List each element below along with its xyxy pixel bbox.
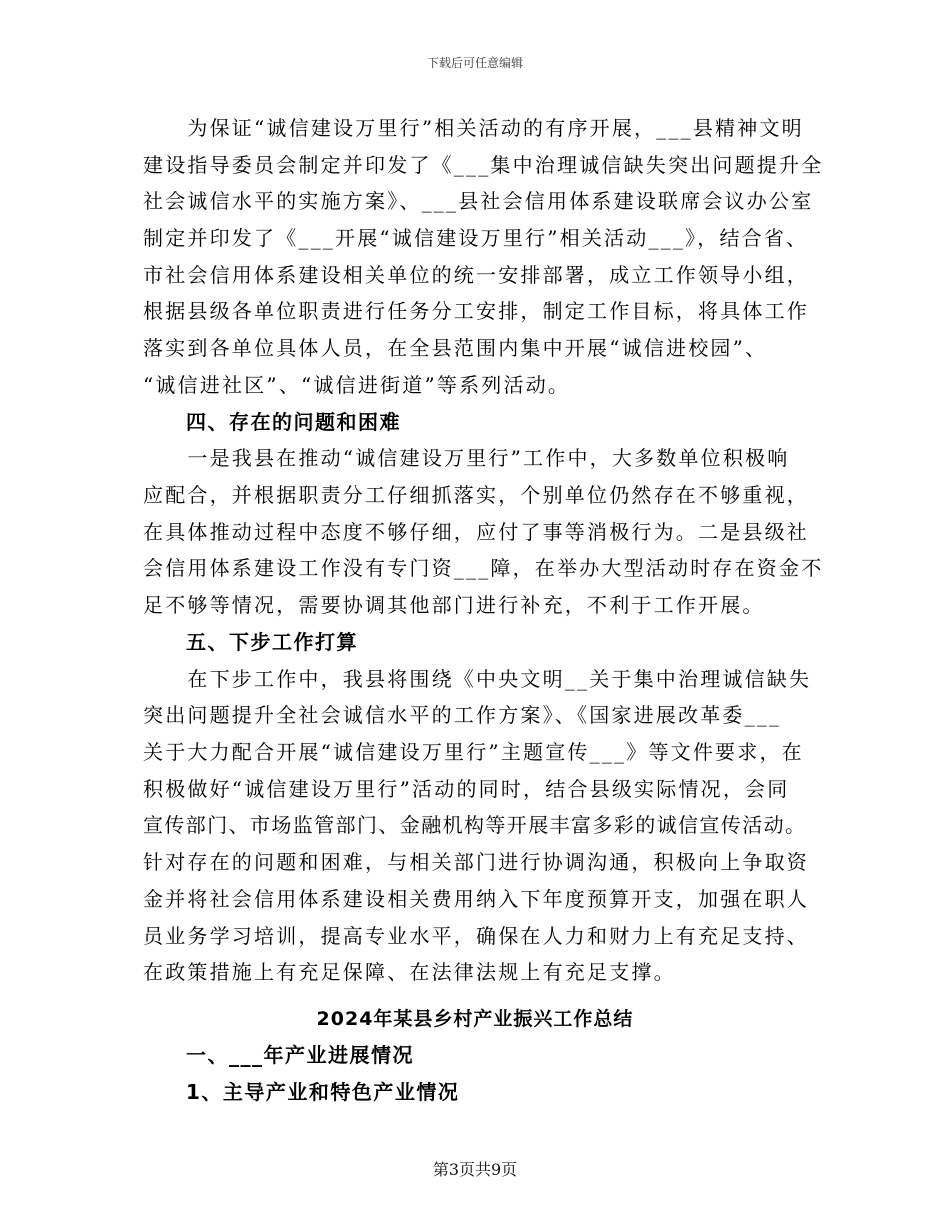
paragraph-line: 在具体推动过程中态度不够仔细，应付了事等消极行为。二是县级社 [143,520,809,544]
paragraph-line: 在下步工作中，我县将围绕《中央文明__关于集中治理诚信缺失 [143,667,812,691]
paragraph-line: 根据县级各单位职责进行任务分工安排，制定工作目标，将具体工作 [143,299,809,323]
paragraph-line: 会信用体系建设工作没有专门资___障，在举办大型活动时存在资金不 [143,556,824,580]
paragraph-line: 制定并印发了《___开展“诚信建设万里行”相关活动___》，结合省、 [143,226,809,250]
section-heading-problems: 四、存在的问题和困难 [143,410,401,434]
subsection-heading-industry: 1、主导产业和特色产业情况 [143,1080,460,1104]
paragraph-line: 为保证“诚信建设万里行”相关活动的有序开展，___县精神文明 [143,116,804,140]
paragraph-line: 针对存在的问题和困难，与相关部门进行协调沟通，积极向上争取资 [143,850,809,874]
paragraph-line: 一是我县在推动“诚信建设万里行”工作中，大多数单位积极响 [143,446,790,470]
paragraph-line: 足不够等情况，需要协调其他部门进行补充，不利于工作开展。 [143,593,765,617]
paragraph-line: 积极做好“诚信建设万里行”活动的同时，结合县级实际情况，会同 [143,777,790,801]
paragraph-line: 突出问题提升全社会诚信水平的工作方案》、《国家进展改革委___ [143,703,782,727]
paragraph-line: 落实到各单位具体人员，在全县范围内集中开展“诚信进校园”、 [143,336,768,360]
paragraph-line: 应配合，并根据职责分工仔细抓落实，个别单位仍然存在不够重视， [143,483,809,507]
document-title: 2024年某县乡村产业振兴工作总结 [316,1008,634,1030]
section-heading-next-steps: 五、下步工作打算 [143,630,358,654]
paragraph-line: 金并将社会信用体系建设相关费用纳入下年度预算开支，加强在职人 [143,887,809,911]
header-note: 下载后可任意编辑 [426,56,523,70]
paragraph-line: 市社会信用体系建设相关单位的统一安排部署，成立工作领导小组， [143,263,809,287]
section-heading-progress: 一、___年产业进展情况 [143,1043,414,1067]
paragraph-line: 建设指导委员会制定并印发了《___集中治理诚信缺失突出问题提升全 [143,153,824,177]
paragraph-line: 社会诚信水平的实施方案》、___县社会信用体系建设联席会议办公室 [143,189,814,213]
paragraph-line: 员业务学习培训，提高专业水平，确保在人力和财力上有充足支持、 [143,924,809,948]
paragraph-line: 在政策措施上有充足保障、在法律法规上有充足支撑。 [143,960,676,984]
paragraph-line: “诚信进社区”、“诚信进街道”等系列活动。 [143,373,571,397]
paragraph-line: 关于大力配合开展“诚信建设万里行”主题宣传___》等文件要求，在 [143,740,804,764]
paragraph-line: 宣传部门、市场监管部门、金融机构等开展丰富多彩的诚信宣传活动。 [143,813,807,837]
page-number: 第3页共9页 [432,1160,518,1179]
